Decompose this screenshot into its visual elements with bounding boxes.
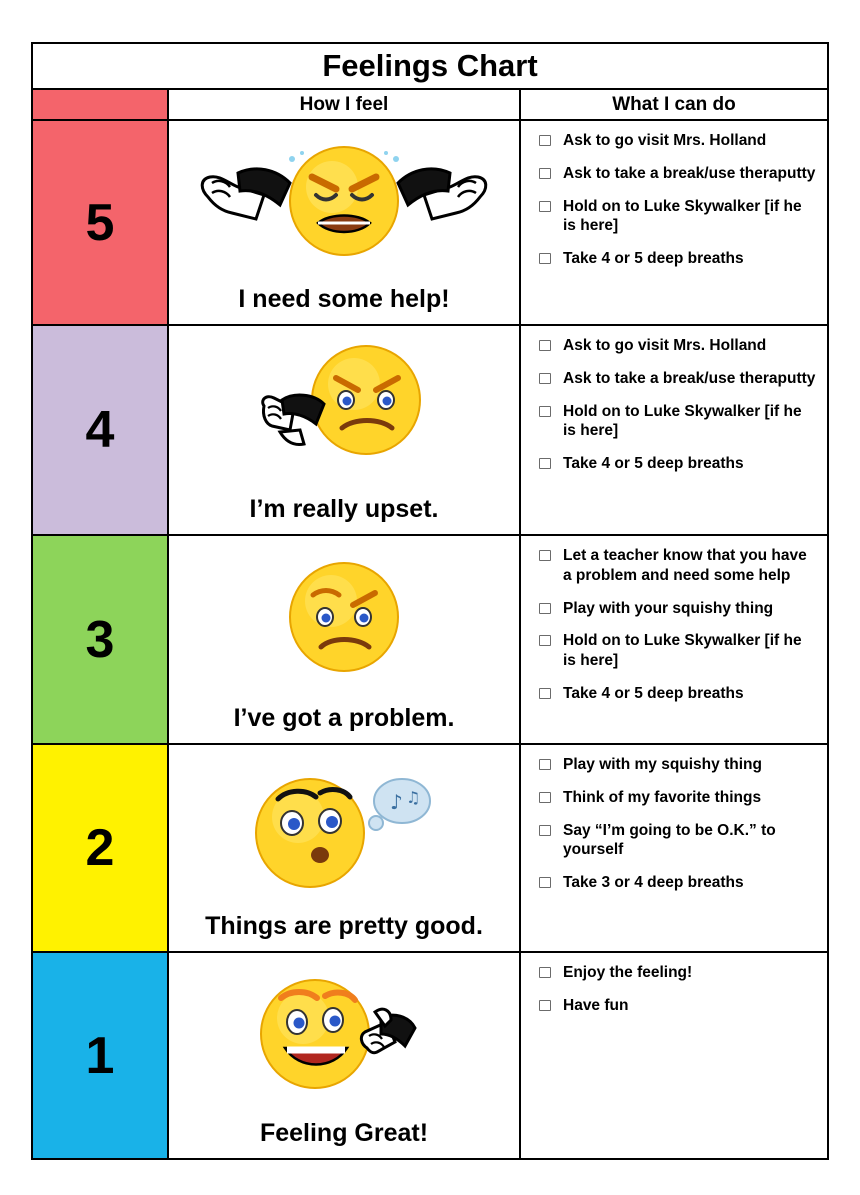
checkbox-icon[interactable]	[539, 792, 551, 803]
angry-flexing-face-icon	[169, 121, 519, 285]
list-item	[539, 131, 817, 151]
checkbox-icon[interactable]	[539, 967, 551, 978]
column-header-row	[33, 90, 827, 121]
list-item	[539, 197, 817, 237]
feeling-caption: Things are pretty good.	[205, 912, 483, 940]
table-row	[33, 745, 827, 953]
action-text: Take 4 or 5 deep breaths	[563, 685, 744, 703]
table-row	[33, 953, 827, 1158]
action-text: Ask to go visit Mrs. Holland	[563, 132, 767, 149]
level-number: 5	[85, 193, 115, 252]
level-number: 3	[85, 610, 115, 669]
level-cell-1	[33, 953, 169, 1158]
action-text: Take 4 or 5 deep breaths	[563, 455, 744, 473]
whistling-thinking-face-icon	[169, 745, 519, 912]
action-text: Say “I’m going to be O.K.” to yourself	[563, 821, 776, 859]
list-item	[539, 963, 817, 983]
level-number: 1	[85, 1026, 115, 1085]
level-number: 4	[85, 401, 115, 459]
checkbox-icon[interactable]	[539, 603, 551, 614]
level-cell-4	[33, 326, 169, 534]
checkbox-icon[interactable]	[539, 1000, 551, 1011]
chart-title-row	[33, 44, 827, 90]
feeling-caption: Feeling Great!	[259, 1119, 429, 1147]
happy-thumbs-up-face-icon	[169, 953, 519, 1119]
actions-cell-1	[521, 953, 827, 1158]
level-cell-3	[33, 536, 169, 743]
actions-cell-4	[521, 326, 827, 534]
svg-text:♫: ♫	[406, 787, 421, 807]
action-text: Let a teacher know that you have a problem and need some help	[563, 547, 807, 584]
feeling-caption: I’m really upset.	[249, 495, 439, 523]
svg-text:♪: ♪	[390, 789, 403, 814]
level-cell-5	[33, 121, 169, 324]
checkbox-icon[interactable]	[539, 688, 551, 699]
list-item	[539, 821, 817, 861]
list-item	[539, 336, 817, 356]
action-text: Ask to take a break/use theraputty	[563, 369, 816, 387]
list-item	[539, 454, 817, 474]
table-row	[33, 326, 827, 536]
checkbox-icon[interactable]	[539, 635, 551, 646]
list-item	[539, 249, 817, 269]
action-text: Ask to take a break/use theraputty	[563, 164, 816, 182]
feeling-cell-4	[169, 326, 521, 534]
checkbox-icon[interactable]	[539, 550, 551, 561]
list-item	[539, 873, 817, 893]
header-cell-how-i-feel	[169, 90, 521, 119]
checkbox-icon[interactable]	[539, 877, 551, 888]
angry-thumbs-down-face-icon	[169, 326, 519, 495]
list-item	[539, 369, 817, 389]
action-text: Take 3 or 4 deep breaths	[563, 874, 744, 892]
list-item	[539, 599, 817, 619]
action-text: Hold on to Luke Skywalker [if he is here]	[563, 632, 802, 670]
feeling-caption: I need some help!	[238, 285, 450, 313]
checkbox-icon[interactable]	[539, 340, 551, 351]
action-text: Enjoy the feeling!	[563, 964, 693, 981]
table-row	[33, 121, 827, 326]
level-number: 2	[85, 819, 115, 877]
checkbox-icon[interactable]	[539, 373, 551, 384]
page-title: Feelings Chart	[322, 48, 538, 83]
list-item	[539, 996, 817, 1016]
action-text: Play with my squishy thing	[563, 756, 762, 773]
list-item	[539, 164, 817, 184]
checkbox-icon[interactable]	[539, 168, 551, 179]
worried-frowning-face-icon	[169, 536, 519, 704]
level-cell-2	[33, 745, 169, 951]
actions-cell-2	[521, 745, 827, 951]
header-cell-level	[33, 90, 169, 119]
feelings-chart-table	[31, 42, 829, 1160]
action-text: Think of my favorite things	[563, 788, 762, 806]
feeling-cell-1	[169, 953, 521, 1158]
table-row	[33, 536, 827, 745]
list-item	[539, 755, 817, 775]
action-text: Hold on to Luke Skywalker [if he is here]	[563, 402, 802, 440]
actions-cell-3	[521, 536, 827, 743]
checkbox-icon[interactable]	[539, 406, 551, 417]
list-item	[539, 684, 817, 704]
feeling-cell-3	[169, 536, 521, 743]
list-item	[539, 631, 817, 671]
list-item	[539, 402, 817, 442]
checkbox-icon[interactable]	[539, 825, 551, 836]
action-text: Hold on to Luke Skywalker [if he is here]	[563, 197, 802, 235]
actions-cell-5	[521, 121, 827, 324]
list-item	[539, 546, 817, 586]
checkbox-icon[interactable]	[539, 458, 551, 469]
feeling-caption: I’ve got a problem.	[233, 704, 455, 732]
action-text: Play with your squishy thing	[563, 599, 774, 617]
checkbox-icon[interactable]	[539, 253, 551, 264]
list-item	[539, 788, 817, 808]
checkbox-icon[interactable]	[539, 759, 551, 770]
header-level-swatch	[33, 90, 167, 119]
action-text: Take 4 or 5 deep breaths	[563, 250, 744, 268]
checkbox-icon[interactable]	[539, 201, 551, 212]
header-label-what-i-can-do: What I can do	[612, 93, 736, 115]
feeling-cell-5	[169, 121, 521, 324]
header-cell-what-i-can-do	[521, 90, 827, 119]
feeling-cell-2	[169, 745, 521, 951]
checkbox-icon[interactable]	[539, 135, 551, 146]
header-label-how-i-feel: How I feel	[299, 93, 389, 115]
action-text: Have fun	[563, 996, 629, 1014]
action-text: Ask to go visit Mrs. Holland	[563, 337, 767, 354]
